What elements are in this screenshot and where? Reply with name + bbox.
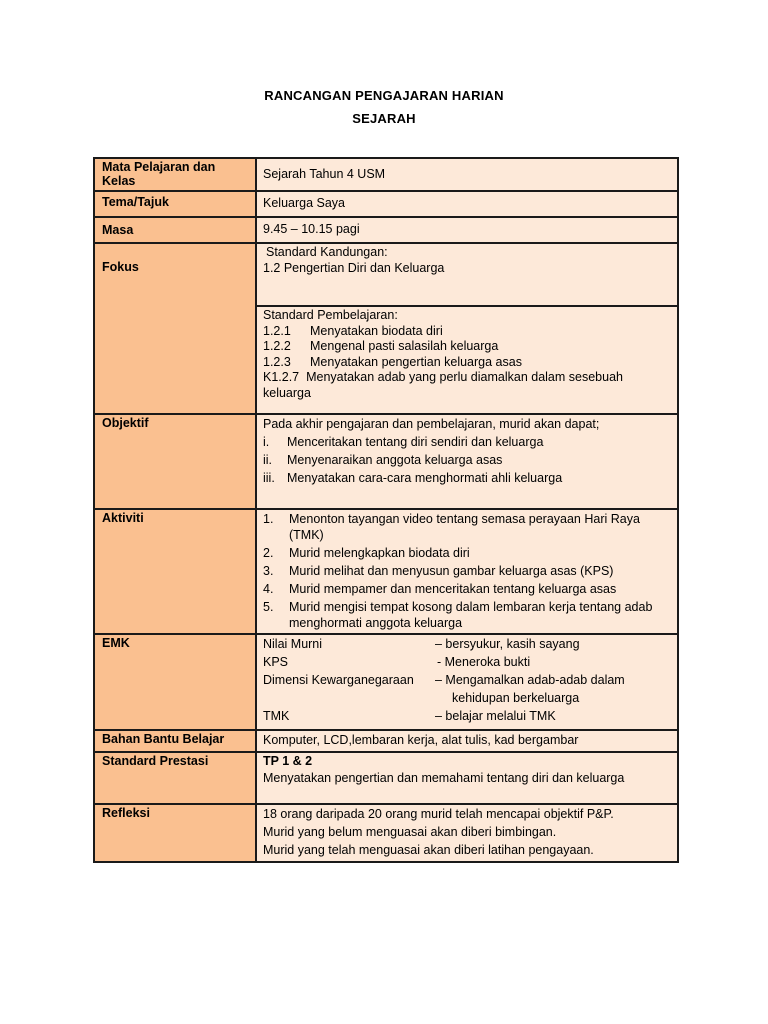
aktiviti-item: 3. Murid melihat dan menyusun gambar keluarga asas (KPS) — [263, 564, 614, 578]
refleksi-line: Murid yang telah menguasai akan diberi latihan pengayaan. — [263, 842, 594, 857]
value-tema: Keluarga Saya — [256, 191, 678, 217]
pembelajaran-heading: Standard Pembelajaran: — [263, 308, 398, 322]
row-emk — [94, 634, 678, 730]
refleksi-line: 18 orang daripada 20 orang murid telah mencapai objektif P&P. — [263, 806, 614, 821]
row-fokus-kandungan — [94, 243, 678, 306]
emk-item: TMK – belajar melalui TMK — [263, 709, 556, 723]
label-bbb: Bahan Bantu Belajar — [94, 730, 256, 752]
pembelajaran-item: 1.2.1 Menyatakan biodata diri — [263, 323, 443, 338]
row-aktiviti — [94, 509, 678, 634]
aktiviti-item: 4. Murid mempamer dan menceritakan tentang keluarga asas — [263, 582, 617, 596]
value-prestasi — [256, 752, 678, 804]
label-fokus: Fokus — [94, 243, 256, 414]
label-masa: Masa — [94, 217, 256, 243]
emk-item: Nilai Murni – bersyukur, kasih sayang — [263, 637, 580, 651]
label-refleksi: Refleksi — [94, 804, 256, 862]
row-bbb — [94, 730, 678, 752]
row-prestasi — [94, 752, 678, 804]
prestasi-description: Menyatakan pengertian dan memahami tentang diri dan keluarga — [263, 771, 625, 785]
document-subject: SEJARAH — [352, 111, 416, 126]
objektif-intro: Pada akhir pengajaran dan pembelajaran, murid akan dapat; — [263, 417, 600, 431]
kandungan-heading: Standard Kandungan: — [266, 245, 388, 259]
objektif-item: iii. Menyatakan cara-cara menghormati ahli keluarga — [263, 471, 563, 485]
value-fokus-kandungan — [256, 243, 678, 306]
label-emk: EMK — [94, 634, 256, 730]
lesson-plan-table — [93, 157, 679, 863]
value-masa: 9.45 – 10.15 pagi — [256, 217, 678, 243]
label-tema: Tema/Tajuk — [94, 191, 256, 217]
kandungan-item: 1.2 Pengertian Diri dan Keluarga — [263, 260, 445, 275]
row-refleksi — [94, 804, 678, 862]
value-aktiviti — [256, 509, 678, 634]
aktiviti-item: 2. Murid melengkapkan biodata diri — [263, 546, 470, 560]
document-title: RANCANGAN PENGAJARAN HARIAN — [264, 88, 504, 103]
aktiviti-item: 1. Menonton tayangan video tentang semasa perayaan Hari Raya (TMK) — [263, 512, 640, 542]
value-refleksi — [256, 804, 678, 862]
emk-continuation: kehidupan berkeluarga — [452, 691, 580, 705]
label-objektif: Objektif — [94, 414, 256, 509]
value-objektif — [256, 414, 678, 509]
row-objektif — [94, 414, 678, 509]
emk-item: KPS - Meneroka bukti — [263, 655, 531, 669]
pembelajaran-item: 1.2.3 Menyatakan pengertian keluarga asas — [263, 354, 522, 369]
prestasi-level: TP 1 & 2 — [263, 753, 313, 768]
pembelajaran-item: 1.2.2 Mengenal pasti salasilah keluarga — [263, 339, 499, 353]
objektif-item: i. Menceritakan tentang diri sendiri dan keluarga — [263, 435, 544, 449]
row-masa — [94, 217, 678, 243]
value-fokus-pembelajaran — [256, 306, 678, 414]
label-aktiviti: Aktiviti — [94, 509, 256, 634]
refleksi-line: Murid yang belum menguasai akan diberi bimbingan. — [263, 824, 557, 839]
label-prestasi: Standard Prestasi — [94, 752, 256, 804]
value-mata-pelajaran: Sejarah Tahun 4 USM — [256, 158, 678, 191]
value-bbb: Komputer, LCD,lembaran kerja, alat tulis, kad bergambar — [256, 730, 678, 752]
emk-item: Dimensi Kewarganegaraan – Mengamalkan adab-adab dalam — [263, 673, 625, 687]
aktiviti-item: 5. Murid mengisi tempat kosong dalam lembaran kerja tentang adab menghormati anggota keluarga — [263, 600, 653, 630]
value-emk — [256, 634, 678, 730]
row-tema — [94, 191, 678, 217]
row-mata-pelajaran — [94, 158, 678, 191]
pembelajaran-item: K1.2.7 Menyatakan adab yang perlu diamalkan dalam sesebuah keluarga — [263, 370, 623, 400]
objektif-item: ii. Menyenaraikan anggota keluarga asas — [263, 453, 503, 467]
label-mata-pelajaran: Mata Pelajaran dan Kelas — [94, 158, 256, 191]
